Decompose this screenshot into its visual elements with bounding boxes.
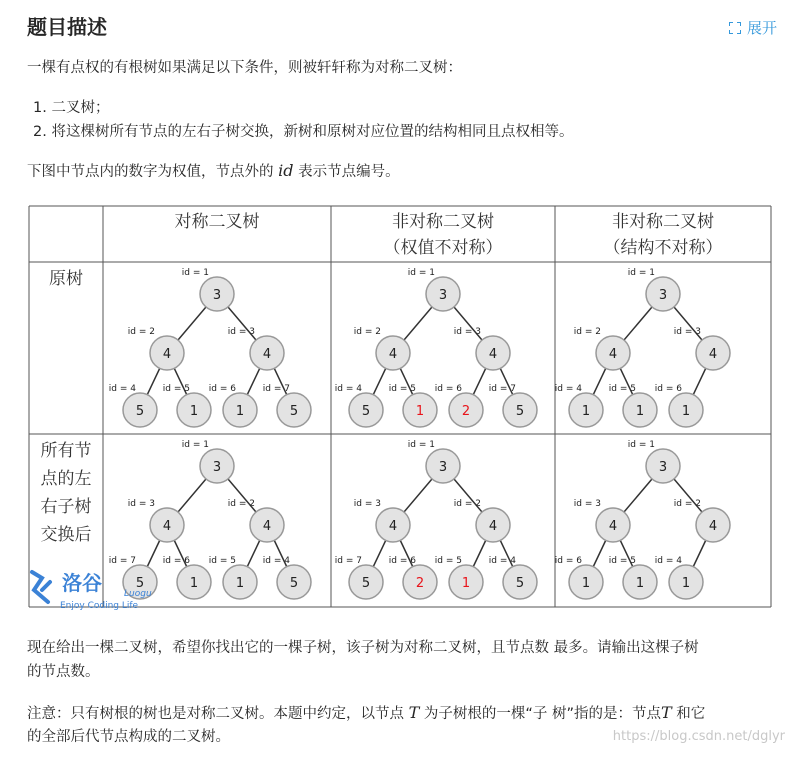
node-weight: 1 (681, 404, 691, 419)
node-weight: 1 (581, 576, 591, 591)
column-header: （权值不对称） (383, 238, 503, 258)
condition-item: 2. 将这棵树所有节点的左右子树交换，新树和原树对应位置的结构相同且点权相等。 (33, 124, 574, 140)
row-header: 所有节 (40, 441, 92, 461)
node-id-label: id = 1 (407, 268, 435, 278)
node-weight: 1 (235, 576, 245, 591)
node-id-label: id = 1 (627, 440, 655, 450)
node-id-label: id = 2 (673, 499, 701, 509)
column-header: 非对称二叉树 (612, 212, 714, 232)
node-id-label: id = 5 (608, 556, 636, 566)
csdn-watermark: https://blog.csdn.net/dglyr (612, 729, 785, 744)
node-weight: 5 (515, 404, 525, 419)
condition-item: 1. 二叉树； (33, 100, 110, 116)
column-header: （结构不对称） (603, 238, 723, 258)
node-weight: 5 (515, 576, 525, 591)
node-weight: 1 (189, 404, 199, 419)
expand-button[interactable] (729, 18, 777, 38)
svg-text:Enjoy Coding Life: Enjoy Coding Life (60, 601, 139, 611)
node-weight: 5 (135, 404, 145, 419)
node-id-label: id = 4 (262, 556, 290, 566)
node-weight: 4 (162, 519, 172, 534)
node-id-label: id = 2 (453, 499, 481, 509)
figure-note-before: 下图中节点内的数字为权值，节点外的 (27, 164, 279, 180)
node-id-label: id = 5 (208, 556, 236, 566)
column-header: 对称二叉树 (174, 212, 260, 232)
node-weight: 5 (361, 576, 371, 591)
luogu-logo (28, 568, 168, 616)
note-text-line2: 的全部后代节点构成的二叉树。 (27, 729, 230, 745)
node-id-label: id = 6 (208, 384, 236, 394)
node-weight: 3 (658, 288, 668, 303)
note-part: 和它 (671, 706, 706, 722)
node-id-label: id = 1 (407, 440, 435, 450)
node-id-label: id = 6 (162, 556, 190, 566)
node-id-label: id = 5 (162, 384, 190, 394)
math-T: T (661, 703, 672, 722)
math-T: T (408, 703, 420, 722)
node-id-label: id = 5 (608, 384, 636, 394)
condition-list (33, 96, 573, 144)
node-weight: 4 (162, 347, 172, 362)
node-weight: 3 (212, 288, 222, 303)
node-weight: 4 (608, 519, 618, 534)
node-weight: 1 (635, 404, 645, 419)
node-id-label: id = 3 (127, 499, 155, 509)
node-weight: 3 (438, 460, 448, 475)
node-id-label: id = 4 (554, 384, 582, 394)
row-header: 点的左 (40, 469, 92, 489)
node-weight: 1 (189, 576, 199, 591)
node-id-label: id = 2 (573, 327, 601, 337)
node-weight: 1 (581, 404, 591, 419)
problem-header (27, 12, 777, 42)
node-weight: 4 (488, 347, 498, 362)
node-weight: 4 (388, 347, 398, 362)
node-weight: 1 (681, 576, 691, 591)
luogu-logo-mark (28, 568, 168, 612)
node-weight: 4 (262, 519, 272, 534)
row-header: 原树 (49, 269, 83, 289)
node-weight: 4 (608, 347, 618, 362)
expand-icon (729, 22, 741, 34)
node-weight: 2 (415, 576, 425, 591)
math-id: id (278, 161, 294, 180)
svg-text:洛谷: 洛谷 (62, 571, 102, 595)
node-id-label: id = 3 (227, 327, 255, 337)
node-weight: 5 (289, 404, 299, 419)
node-id-label: id = 4 (108, 384, 136, 394)
node-id-label: id = 2 (353, 327, 381, 337)
row-header: 交换后 (40, 525, 92, 545)
node-weight: 2 (461, 404, 471, 419)
node-id-label: id = 1 (627, 268, 655, 278)
note-text-line1 (27, 701, 705, 726)
node-id-label: id = 5 (388, 384, 416, 394)
node-id-label: id = 6 (654, 384, 682, 394)
node-id-label: id = 4 (654, 556, 682, 566)
node-weight: 5 (361, 404, 371, 419)
node-weight: 1 (415, 404, 425, 419)
node-id-label: id = 2 (127, 327, 155, 337)
figure-note-after: 表示节点编号。 (293, 164, 400, 180)
node-id-label: id = 3 (353, 499, 381, 509)
node-id-label: id = 2 (227, 499, 255, 509)
note-part: 注意：只有树根的树也是对称二叉树。本题中约定，以节点 (27, 706, 409, 722)
svg-text:Luogu: Luogu (124, 589, 152, 599)
node-id-label: id = 6 (434, 384, 462, 394)
expand-label: 展开 (746, 19, 777, 37)
figure-note (27, 159, 400, 184)
node-weight: 3 (438, 288, 448, 303)
node-weight: 1 (635, 576, 645, 591)
intro-text: 一棵有点权的有根树如果满足以下条件，则被轩轩称为对称二叉树： (27, 60, 462, 76)
node-id-label: id = 3 (453, 327, 481, 337)
node-id-label: id = 4 (488, 556, 516, 566)
node-id-label: id = 7 (262, 384, 290, 394)
node-id-label: id = 3 (673, 327, 701, 337)
node-id-label: id = 6 (388, 556, 416, 566)
page-title: 题目描述 (27, 15, 107, 39)
node-id-label: id = 3 (573, 499, 601, 509)
node-weight: 3 (658, 460, 668, 475)
node-id-label: id = 6 (554, 556, 582, 566)
node-id-label: id = 1 (181, 268, 209, 278)
column-header: 非对称二叉树 (392, 212, 494, 232)
task-text-line2: 的节点数。 (27, 664, 100, 680)
node-id-label: id = 7 (334, 556, 362, 566)
node-weight: 1 (461, 576, 471, 591)
node-weight: 4 (708, 519, 718, 534)
node-weight: 4 (708, 347, 718, 362)
node-id-label: id = 1 (181, 440, 209, 450)
node-weight: 4 (388, 519, 398, 534)
node-weight: 1 (235, 404, 245, 419)
node-weight: 3 (212, 460, 222, 475)
node-weight: 4 (262, 347, 272, 362)
node-id-label: id = 4 (334, 384, 362, 394)
node-weight: 5 (135, 576, 145, 591)
node-id-label: id = 7 (108, 556, 136, 566)
row-header: 右子树 (40, 497, 92, 517)
node-id-label: id = 5 (434, 556, 462, 566)
note-part: 为子树根的一棵“子 树”指的是：节点 (419, 706, 662, 722)
node-id-label: id = 7 (488, 384, 516, 394)
task-text-line1: 现在给出一棵二叉树，希望你找出它的一棵子树，该子树为对称二叉树，且节点数 最多。请输出这棵子树 (27, 640, 699, 656)
node-weight: 4 (488, 519, 498, 534)
node-weight: 5 (289, 576, 299, 591)
symmetric-tree-figure (28, 205, 773, 609)
